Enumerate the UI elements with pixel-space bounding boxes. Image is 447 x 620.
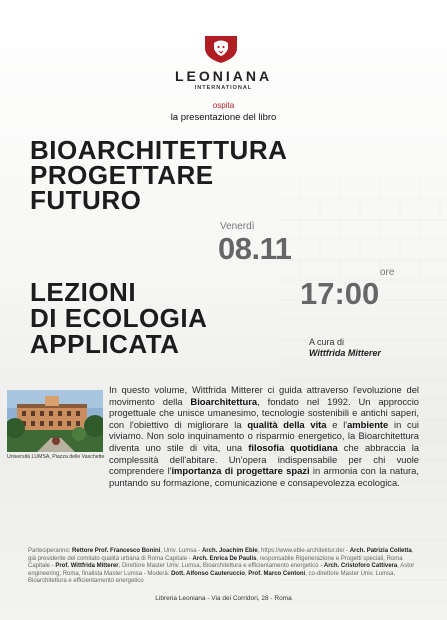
participants-credits [28,548,420,586]
participant-name: Prof. Marco Centoni [248,570,306,577]
book-title-line: PROGETTARE [30,160,214,190]
body-text-segment: in armonia con la natura, puntando su formazione, comunicazione e consapevolezza ecologica. [109,465,420,488]
book-title-line: FUTURO [30,185,142,215]
book-title [30,135,288,215]
participant-name: Arch. Enrica De Paulis [192,555,257,562]
highlight-text: filosofia quotidiana [248,441,338,453]
credits-text-segment: , Direttore Master Univ. Lumsa, Bioarchitettura e efficientamento energetico - [118,563,324,570]
venue-address: Libreria Leoniana - Via dei Corridori, 28 - Roma [155,595,292,602]
curator-label: A cura di [309,337,345,347]
photo-caption: Università LUMSA, Piazza delle Vaschette [7,454,105,460]
credits-text-segment: , https://www.eble-architektur.de/ - [257,548,350,554]
credits-text-segment: , Univ. Lumsa - [160,548,202,554]
highlight-text: qualità della vita [247,418,327,430]
body-text-segment: e l' [326,418,348,430]
highlight-text: ambiente [347,418,389,430]
credits-text-segment: , co-direttore Master Univ. Lumsa, Bioarchitettura e efficientamento energetico [28,570,396,585]
participant-name: Arch. Cristoforo Cattivera [323,563,398,570]
event-time: 17:00 [300,276,380,311]
building-photo-illustration [7,390,103,452]
body-text-segment: che abbraccia la complessità dell'abitare. Un'opera indispensabile per chi vuole comprendere l' [109,441,420,477]
university-photo [7,390,103,452]
credits-text-segment: Parteciperanno: [28,548,73,554]
credits-text-segment: , responsabile Rigenerazione e Progetti speciali, Roma Capitale - [28,555,403,570]
event-weekday: Venerdì [220,221,255,232]
book-description [109,384,419,488]
book-subtitle-line: APPLICATA [30,329,180,359]
participant-name: Arch. Patrizia Colletta [349,548,412,554]
book-subtitle [30,279,207,357]
event-date: 08.11 [218,231,292,266]
participant-name: Dott. Alfonso Cauteruccio [171,570,245,577]
lion-shield-icon [201,34,241,64]
book-title-line: BIOARCHITETTURA [30,135,288,165]
participant-name: Prof. Wittfrida Mitterer [55,563,119,570]
body-text-segment: , fondato nel 1992. Un approccio progettuale che unisce umanesimo, tecnologie sostenibili e antichi saperi, con l'obiettivo di migliorare la [109,395,419,430]
credits-text-segment: , Astor engineering, Roma, finalista Master Lumsa - Moderà: [28,563,415,577]
highlight-text: importanza di progettare spazi [171,465,310,477]
body-text-segment: in cui viviamo. Non solo inquinamento o risparmio energetico, la Bioarchitettura diventa uno stile di vita, una [109,418,420,453]
brand-name: LEONIANA [174,68,273,84]
highlight-text: Bioarchitettura [190,395,258,407]
host-label: ospita [212,101,235,110]
participant-name: Arch. Joachim Eble [201,548,258,554]
brand-subtitle: INTERNATIONAL [194,85,253,91]
book-subtitle-line: DI ECOLOGIA [30,303,208,333]
credits-text-segment: , [244,570,249,577]
credits-text-segment: , già presidente del comitato qualità urbana di Roma Capitale - [28,548,414,562]
curator-name: Wittfrida Mitterer [309,348,381,358]
book-subtitle-line: LEZIONI [30,277,137,307]
event-label: la presentazione del libro [170,112,277,123]
body-text-segment: In questo volume, Wittfrida Mitterer ci guida attraverso l'evoluzione del movimento della [109,384,419,407]
time-label: ore [380,267,395,278]
participant-name: Rettore Prof. Francesco Bonini [72,548,161,554]
